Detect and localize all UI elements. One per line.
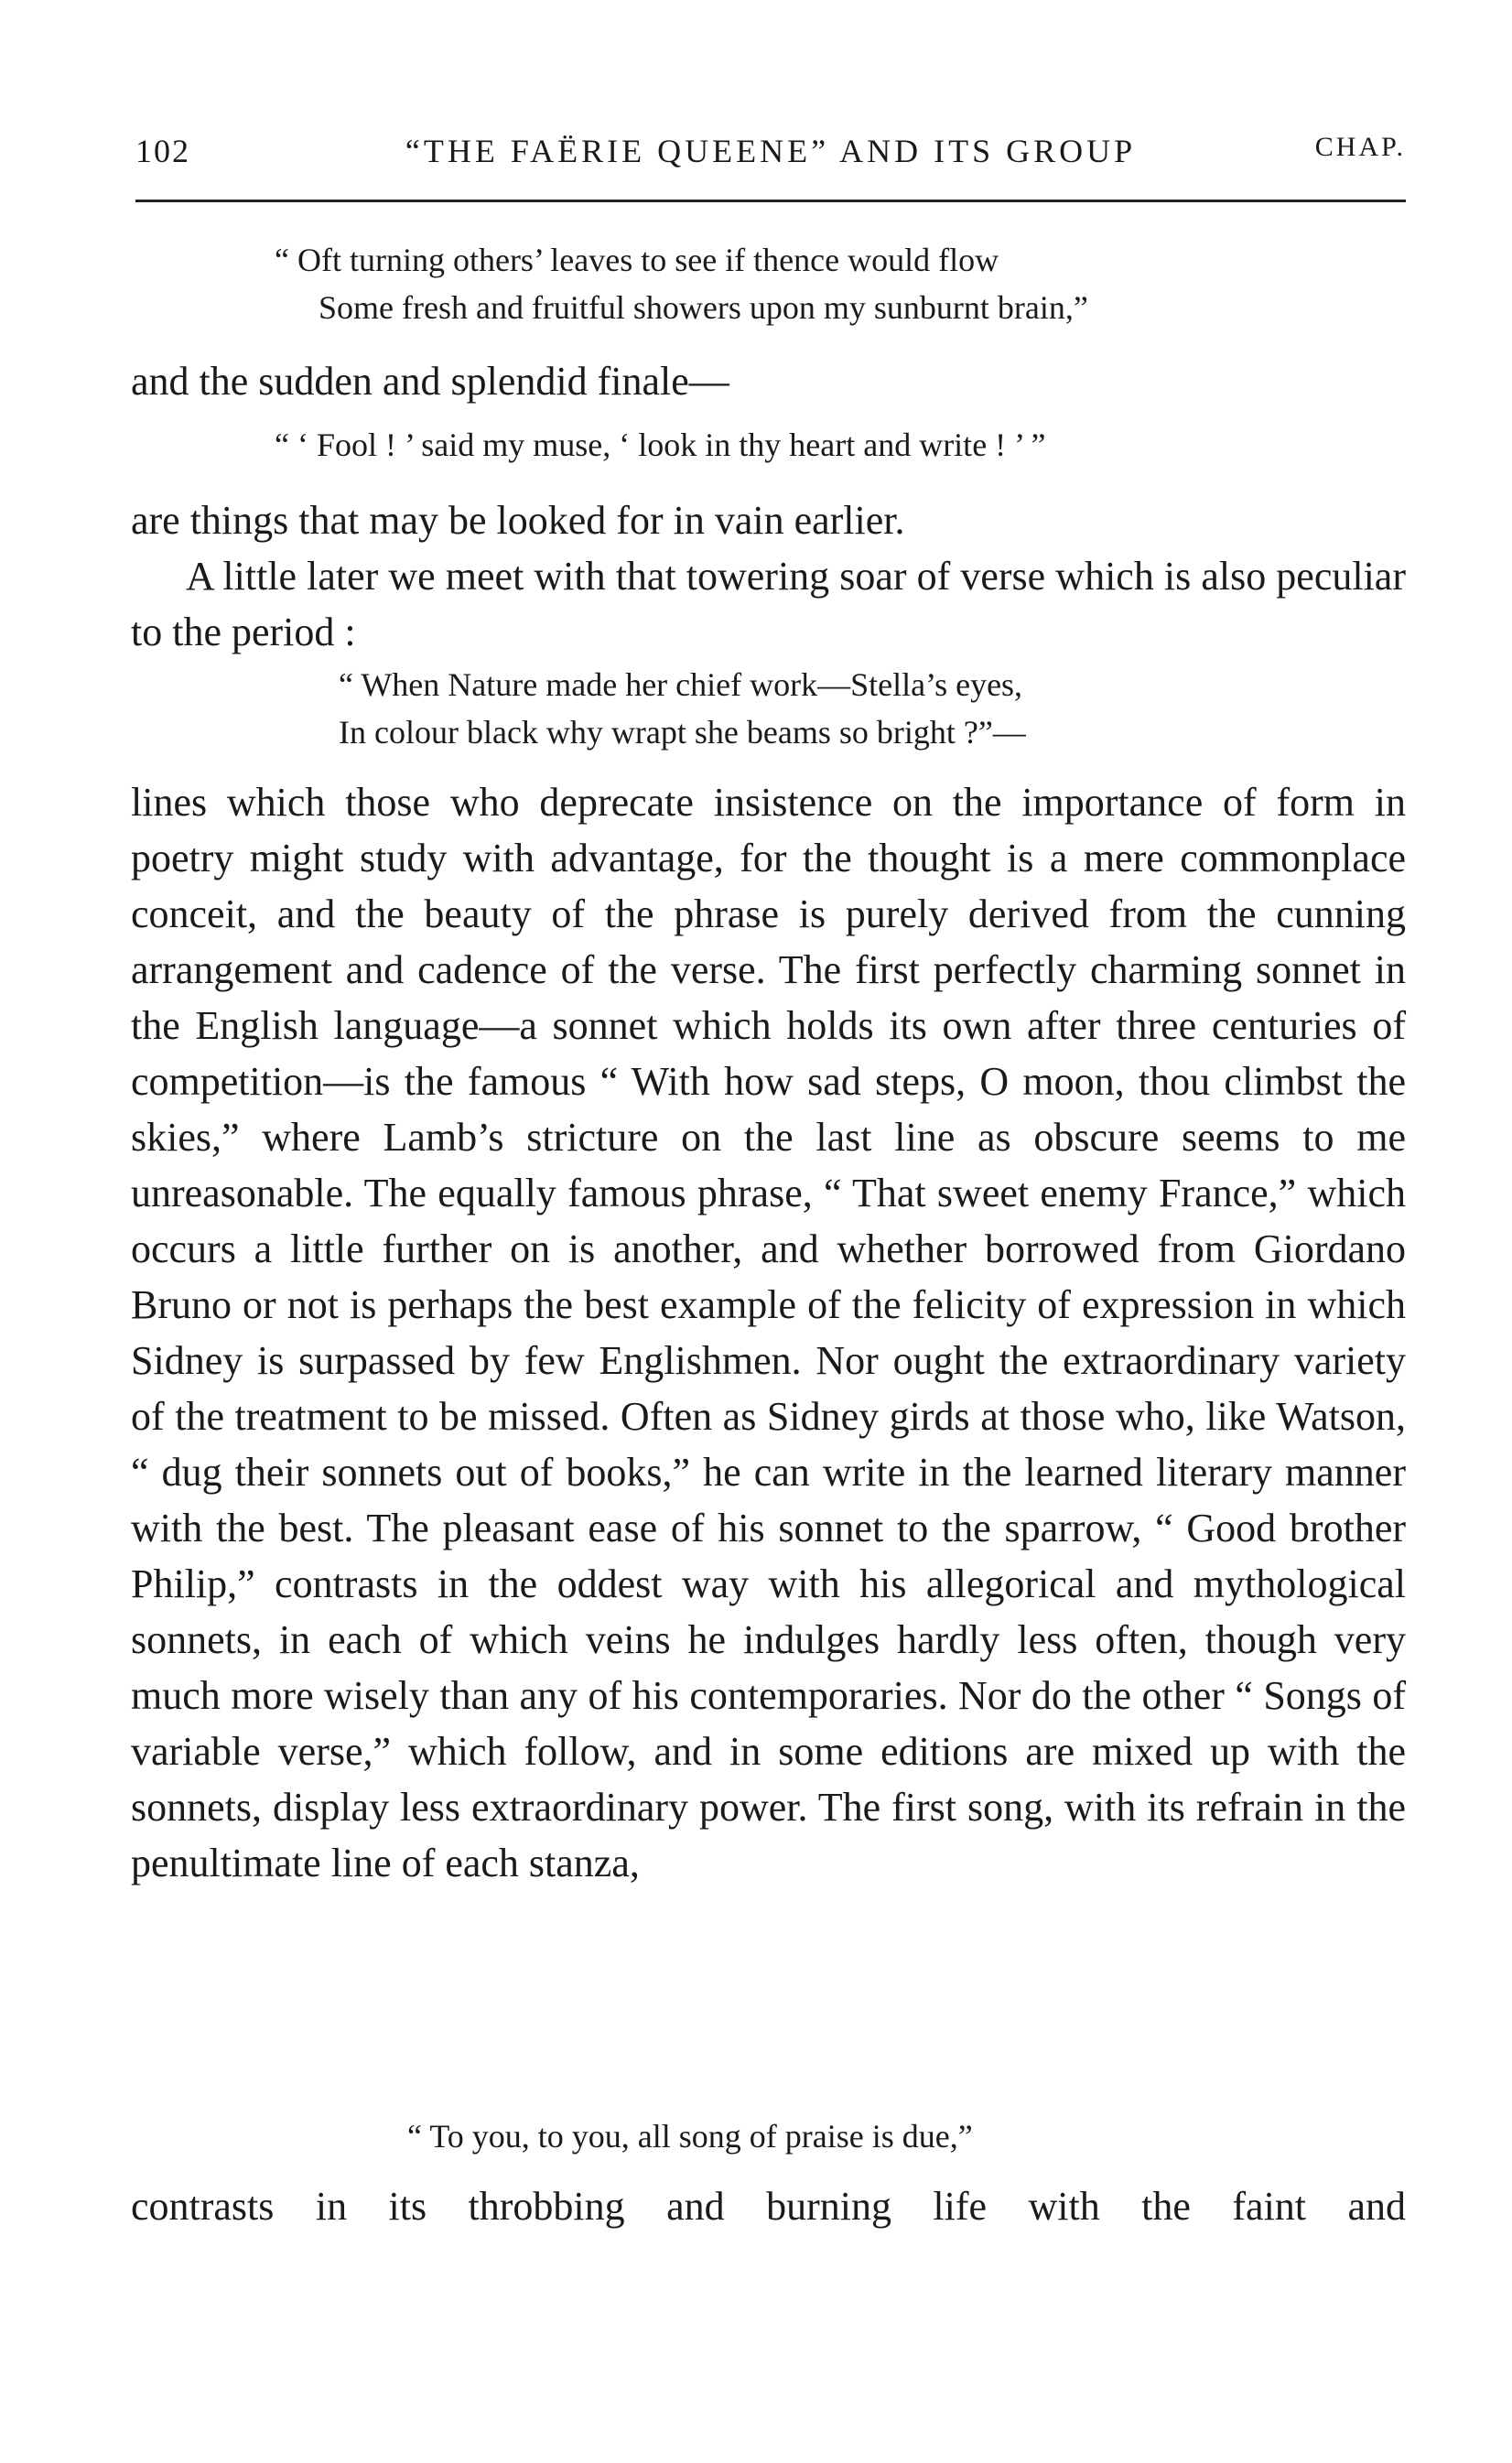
paragraph-text: contrasts in its throbbing and burning life with the faint and <box>131 2184 1406 2229</box>
page-number: 102 <box>135 133 190 169</box>
verse-line: “ When Nature made her chief work—Stella’s eyes, <box>339 666 1023 703</box>
verse-quote-1 <box>275 236 1088 331</box>
paragraph-text: A little later we meet with that towering soar of verse which is also peculiar to the period : <box>131 554 1406 654</box>
paragraph-1 <box>131 353 1406 409</box>
chapter-label: CHAP. <box>1314 132 1406 162</box>
header-rule <box>135 200 1406 202</box>
verse-line: “ To you, to you, all song of praise is due,” <box>407 2118 973 2155</box>
running-head <box>135 132 1406 178</box>
paragraph-text: lines which those who deprecate insistence on the importance of form in poetry might study with advantage, for the thought is a mere commonplace conceit, and the beauty of the phrase is purely derived from the cunning arrangement and cadence of the verse. The first perfectly charming sonnet in the English language—a sonnet which holds its own after three centuries of competition—is the famous “ With how sad steps, O moon, thou climbst the skies,” where Lamb’s stricture on the last line as obscure seems to me unreasonable. The equally famous phrase, “ That sweet enemy France,” which occurs a little further on is another, and whether borrowed from Giordano Bruno or not is perhaps the best example of the felicity of expression in which Sidney is surpassed by few Englishmen. Nor ought the extraordinary variety of the treatment to be missed. Often as Sidney girds at those who, like Watson, “ dug their sonnets out of books,” he can write in the learned literary manner with the best. The pleasant ease of his sonnet to the sparrow, “ Good brother Philip,” contrasts in the oddest way with his allegorical and mythological sonnets, in each of which veins he indulges hardly less often, though very much more wisely than any of his contemporaries. Nor do the other “ Songs of variable verse,” which follow, and in some editions are mixed up with the sonnets, display less extraordinary power. The first song, with its refrain in the penultimate line of each stanza, <box>131 780 1406 1885</box>
verse-quote-4 <box>407 2112 973 2160</box>
verse-line: In colour black why wrapt she beams so bright ?”— <box>339 714 1026 751</box>
paragraph-4 <box>131 2178 1406 2234</box>
verse-line: “ Oft turning others’ leaves to see if thence would flow <box>275 242 999 278</box>
running-title: “THE FAËRIE QUEENE” AND ITS GROUP <box>405 133 1137 169</box>
paragraph-3 <box>131 774 1406 1891</box>
verse-quote-2 <box>275 421 1045 469</box>
paragraph-2 <box>131 492 1406 660</box>
paragraph-text: are things that may be looked for in vain earlier. <box>131 498 905 543</box>
verse-line: Some fresh and fruitful showers upon my sunburnt brain,” <box>319 289 1088 326</box>
verse-quote-3 <box>339 661 1026 756</box>
verse-line: “ ‘ Fool ! ’ said my muse, ‘ look in thy heart and write ! ’ ” <box>275 427 1046 463</box>
paragraph-text: and the sudden and splendid finale— <box>131 359 729 404</box>
